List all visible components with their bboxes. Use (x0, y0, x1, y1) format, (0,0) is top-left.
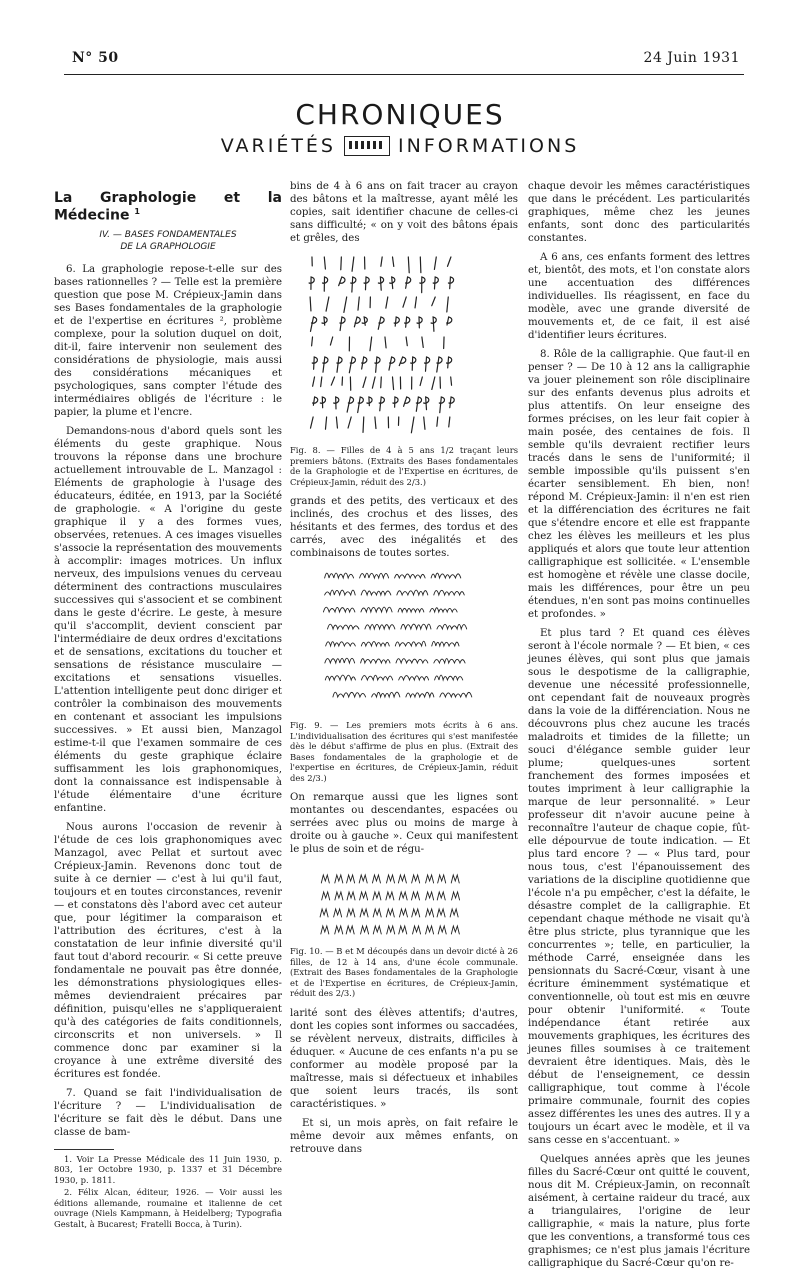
handwriting-stroke (381, 377, 382, 388)
paragraph: 7. Quand se fait l'individualisation de l'écriture ? — L'individualisation de l'écriture se fait dès le début. Dans une classe de bam- (54, 1087, 282, 1139)
handwriting-stroke (432, 297, 435, 306)
handwriting-stroke (325, 658, 471, 663)
handwriting-stroke (372, 377, 375, 388)
handwriting-stroke (417, 317, 422, 328)
handwriting-stroke (437, 892, 445, 900)
handwriting-stroke (412, 875, 420, 883)
handwriting-stroke (426, 909, 434, 917)
handwriting-stroke (363, 377, 366, 387)
handwriting-stroke (372, 875, 380, 883)
paragraph: A 6 ans, ces enfants forment des lettres et, bientôt, des mots, et l'on constate alors une accentuation des différences individuelles. Ils réagissent, en face du modèle, avec une grande diversité de mouvements et, de ce fait, il est aisé d'identifier leurs écritures. (528, 251, 750, 342)
footnote: 1. Voir La Presse Médicale des 11 Juin 1930, p. 803, 1er Octobre 1930, p. 1337 et 31 Décembre 1930, p. 1811. (54, 1154, 282, 1186)
handwriting-stroke (449, 417, 450, 427)
handwriting-stroke (323, 357, 328, 372)
handwriting-stroke (351, 277, 356, 292)
handwriting-stroke (323, 607, 463, 612)
handwriting-stroke (321, 926, 329, 934)
handwriting-stroke (321, 875, 329, 883)
handwriting-stroke (447, 297, 448, 312)
handwriting-stroke (331, 377, 334, 385)
handwriting-stroke (375, 357, 380, 372)
handwriting-stroke (325, 573, 467, 578)
handwriting-stroke (411, 357, 416, 370)
handwriting-stroke (320, 397, 325, 408)
handwriting-stroke (389, 357, 395, 370)
figure-8-caption: Fig. 8. — Filles de 4 à 5 ans 1/2 traçant leurs premiers bâtons. (Extraits des Bases fondamentales de la Graphologie et de l'Expertise en écritures, de Crépieux-Jamin, réduit des 2/3.) (290, 445, 518, 487)
handwriting-stroke (386, 297, 388, 308)
handwriting-stroke (386, 909, 394, 917)
paragraph: On remarque aussi que les lignes sont montantes ou descendantes, espacées ou serrées avec plus ou moins de marge à droite ou à gauche ». Ceux qui manifestent le plus de soin et de régu- (290, 791, 518, 856)
handwriting-stroke (367, 397, 372, 406)
handwriting-stroke (326, 641, 465, 646)
handwriting-stroke (311, 317, 317, 331)
handwriting-stroke (347, 909, 355, 917)
paragraph: Quelques années après que les jeunes filles du Sacré-Cœur ont quitté le couvent, nous dit M. Crépieux-Jamin, on reconnaît aisément, à certaine raideur du tracé, aux a triangulaires, l'origine de leur calligraphie, « mais la nature, plus forte que les conventions, a transformé tous ces graphismes; ce n'est plus jamais l'écriture calligraphique du Sacré-Cœur qu'on re- (528, 1153, 750, 1270)
handwriting-stroke (424, 417, 425, 429)
handwriting-stroke (420, 257, 421, 273)
handwriting-stroke (309, 277, 314, 289)
column-1 (54, 180, 282, 1231)
footnote: 2. Félix Alcan, éditeur, 1926. — Voir aussi les éditions allemande, roumaine et italienne de cet ouvrage (Niels Kampmann, à Heidelberg; Typografia Gestalt, à Bucarest; Fratelli Bocca, à Turin). (54, 1187, 282, 1229)
handwriting-stroke (310, 297, 311, 311)
handwriting-stroke (349, 357, 355, 373)
masthead-varietes: VARIÉTÉS (221, 135, 336, 157)
handwriting-stroke (362, 357, 367, 369)
paragraph: Et plus tard ? Et quand ces élèves seront à l'école normale ? — Et bien, « ces jeunes élèves, qui sont plus que jamais sous le despotisme de la calligraphie, devenue une nécessité professionnelle, ont cependant fait de nouveaux progrès dans la voie de la différenciation. Nous ne découvrons plus chez aucune les tracés maladroits et timides de la fillette; un souci d'élégance semble guider leur plume; quelques-unes sortent franchement des formes imposées et toutes impriment à leur calligraphie la marque de leur personnalité. » Leur professeur dit n'avoir aucune peine à reconnaître l'auteur de chaque copie, fût-elle dépourvue de toute indication. — Et plus tard encore ? — « Plus tard, pour nous tous, c'est l'épanouissement des variations de la discipline quotidienne que l'école n'a pu empêcher, c'est la défaite, le désastre complet de la calligraphie. Et cependant chaque méthode ne visait qu'à être plus stricte, plus tyrannique que les concurrentes »; telle, en particulier, la méthode Carré, enseignée dans les pensionnats du Sacré-Cœur, visant à une écriture éminemment systématique et conventionnelle, où tout est mis en œuvre pour obtenir l'uniformité. « Toute indépendance étant retirée aux mouvements graphiques, les écritures des jeunes filles soumises à ce traitement devraient être identiques. Mais, dès le début de l'enseignement, ce dessin calligraphique, tout comme à l'école primaire communale, fournit des copies assez différentes les unes des autres. Il y a toujours un écart avec le modèle, et il va sans cesse en s'accentuant. » (528, 627, 750, 1147)
masthead (0, 98, 800, 157)
figure-10-image (290, 862, 518, 942)
masthead-subtitle (0, 135, 800, 157)
figure-9-image (290, 566, 518, 716)
handwriting-stroke (437, 909, 445, 917)
handwriting-stroke (346, 926, 354, 934)
footnote-rule (54, 1149, 114, 1150)
handwriting-stroke (451, 926, 459, 934)
handwriting-stroke (335, 892, 343, 900)
handwriting-stroke (420, 277, 425, 293)
handwriting-stroke (431, 317, 436, 331)
handwriting-stroke (347, 875, 355, 883)
handwriting-stroke (399, 909, 407, 917)
handwriting-stroke (323, 277, 328, 291)
handwriting-stroke (399, 926, 407, 934)
header-rule (64, 74, 744, 75)
handwriting-stroke (324, 257, 325, 269)
handwriting-stroke (312, 337, 313, 346)
handwriting-stroke (325, 675, 468, 680)
handwriting-stroke (340, 317, 345, 331)
handwriting-stroke (325, 417, 326, 429)
paragraph: chaque devoir les mêmes caractéristiques que dans le précédent. Les particularités graphiques, même chez les jeunes enfants, sont donc des particularités constantes. (528, 180, 750, 245)
handwriting-stroke (438, 875, 446, 883)
handwriting-stroke (326, 297, 329, 311)
handwriting-stroke (415, 297, 416, 308)
handwriting-stroke (363, 417, 364, 432)
handwriting-stroke (354, 317, 360, 327)
handwriting-stroke (313, 377, 315, 386)
handwriting-stroke (452, 892, 460, 900)
figure-9-caption: Fig. 9. — Les premiers mots écrits à 6 ans. L'individualisation des écritures qui s'est manifestée dès le début s'affirme de plus en plus. (Extrait des Bases fondamentales de la graphologie et de l'expertise en écritures, de Crépieux-Jamin, réduit des 2/3.) (290, 720, 518, 783)
handwriting-stroke (373, 909, 381, 917)
handwriting-stroke (352, 257, 354, 271)
handwriting-stroke (406, 277, 411, 288)
handwriting-stroke (373, 892, 381, 900)
paragraph: grands et des petits, des verticaux et des inclinés, des crochus et des lisses, des hésitants et des fermes, des tordus et des carrés, avec des inégalités et des combinaisons de toutes sortes. (290, 495, 518, 560)
handwriting-stroke (359, 875, 367, 883)
handwriting-stroke (450, 909, 458, 917)
column-2 (290, 180, 518, 1162)
handwriting-stroke (312, 357, 317, 369)
handwriting-stroke (321, 377, 322, 387)
paragraph: larité sont des élèves attentifs; d'autres, dont les copies sont informes ou saccadées, se révèlent nerveux, distraits, difficiles à éduquer. « Aucune de ces enfants n'a pu se conformer au modèle proposé par la maîtresse, mais si défectueux et inhabiles que soient leurs tracés, ils sont caractéristiques. » (290, 1007, 518, 1111)
handwriting-stroke (412, 892, 420, 900)
handwriting-stroke (399, 892, 407, 900)
masthead-logo (344, 136, 390, 156)
handwriting-stroke (416, 397, 421, 411)
handwriting-stroke (437, 357, 442, 372)
handwriting-stroke (361, 926, 369, 934)
handwriting-stroke (393, 397, 398, 407)
handwriting-stroke (322, 317, 327, 325)
handwriting-stroke (449, 397, 454, 408)
handwriting-stroke (347, 397, 353, 412)
handwriting-stroke (325, 590, 471, 595)
handwriting-stroke (432, 377, 435, 389)
handwriting-stroke (434, 257, 436, 269)
column-3 (528, 180, 750, 1276)
paragraph: Et si, un mois après, on fait refaire le même devoir aux mêmes enfants, on retrouve dans (290, 1117, 518, 1156)
handwriting-stroke (364, 277, 369, 290)
handwriting-stroke (339, 277, 345, 286)
handwriting-stroke (358, 297, 359, 310)
handwriting-stroke (425, 357, 430, 371)
handwriting-stroke (411, 417, 414, 433)
handwriting-stroke (393, 257, 394, 266)
article-title: La Graphologie et la Médecine $^1$ (54, 192, 282, 223)
handwriting-stroke (426, 926, 434, 934)
masthead-title: CHRONIQUES (0, 98, 800, 131)
handwriting-stroke (426, 875, 434, 883)
handwriting-stroke (420, 377, 422, 385)
handwriting-stroke (398, 875, 406, 883)
paragraph: 8. Rôle de la calligraphie. Que faut-il en penser ? — De 10 à 12 ans la calligraphie va jouer pleinement son rôle disciplinaire sur des enfants devenus plus adroits et plus attentifs. On leur enseigne des formes précises, on les leur fait copier à main posée, des centaines de fois. Il semble qu'ils devraient rectifier leurs tracés dans le sens de l'uniformité; il semble impossible qu'ils puissent s'en écarter sensiblement. Eh bien, non! répond M. Crépieux-Jamin: il n'en est rien et la différenciation des écritures ne fait que s'étendre encore et elle est frappante chez les élèves les meilleurs et les plus appliqués et alors que toute leur attention calligraphique est sollicitée. « L'ensemble est homogène et révèle une classe docile, mais les différences, pour être un peu étendues, n'en sont pas moins continuelles et profondes. » (528, 348, 750, 621)
handwriting-stroke (335, 875, 343, 883)
handwriting-stroke (438, 926, 446, 934)
handwriting-stroke (422, 337, 423, 347)
handwriting-stroke (447, 257, 450, 266)
handwriting-stroke (387, 875, 395, 883)
handwriting-stroke (405, 317, 410, 327)
handwriting-stroke (375, 417, 376, 429)
issue-number: N° 50 (72, 50, 119, 66)
handwriting-stroke (447, 357, 452, 368)
handwriting-stroke (337, 357, 342, 372)
handwriting-stroke (370, 337, 372, 351)
handwriting-stroke (385, 337, 386, 348)
handwriting-stroke (347, 892, 355, 900)
handwriting-stroke (344, 297, 347, 312)
handwriting-stroke (413, 926, 421, 934)
handwriting-stroke (403, 297, 406, 307)
handwriting-stroke (348, 417, 351, 428)
handwriting-stroke (334, 909, 342, 917)
handwriting-stroke (393, 377, 394, 390)
handwriting-stroke (341, 257, 342, 270)
handwriting-stroke (448, 277, 453, 289)
paragraph: Demandons-nous d'abord quels sont les éléments du geste graphique. Nous trouvons la réponse dans une brochure actuellement introuvable de L. Manzagol : Eléments de graphologie à l'usage des éducateurs, éditée, en 1913, par la Société de graphologie. « A l'origine du geste graphique il y a des formes vues, observées, retenues. A ces images visuelles s'associe la représentation des mouvements à accomplir: images motrices. Un influx nerveux, des impulsions venues du cerveau déterminent des contractions musculaires successives qui s'associent et se combinent dans le geste d'écrire. Le geste, à mesure qu'il s'accomplit, devient conscient par l'intermédiaire de deux ordres d'excitations et de sensations, excitations du toucher et sensations de résistance musculaire — excitations et sensations visuelles. L'attention intelligente peut donc diriger et contrôler la combinaison des mouvements en contenant et associant les impulsions successives. » Et aussi bien, Manzagol estime-t-il que l'examen sommaire de ces éléments du geste graphique éclaire suffisamment les lois graphonomiques, dont la connaissance est indispensable à l'étude élémentaire d'une écriture enfantine. (54, 425, 282, 815)
handwriting-stroke (412, 909, 420, 917)
handwriting-stroke (360, 909, 368, 917)
paragraph: Nous aurons l'occasion de revenir à l'étude de ces lois graphonomiques avec Manzagol, avec Pellat et surtout avec Crépieux-Jamin. Revenons donc tout de suite à ce dernier — c'est à lui qu'il faut, toujours et en toutes circonstances, revenir — et constatons dès l'abord avec cet auteur que, pour légitimer la comparaison et l'attribution des écritures, c'est à la constatation de leur infinie diversité qu'il faut tout d'abord recourir. « Si cette preuve fondamentale ne pouvait pas être donnée, les démonstrations physiologiques elles-mêmes deviendraient précaires par définition, puisqu'elles ne s'appliqueraient qu'à des catégories de faits conditionnels, circonscrits et non universels. » Il commence donc par examiner si la croyance à une extrême diversité des écritures est fondée. (54, 821, 282, 1081)
handwriting-stroke (378, 317, 384, 329)
handwriting-stroke (379, 397, 384, 411)
handwriting-stroke (362, 317, 367, 325)
handwriting-stroke (334, 397, 339, 409)
handwriting-stroke (437, 417, 438, 426)
handwriting-stroke (399, 357, 406, 366)
handwriting-stroke (328, 624, 473, 629)
handwriting-stroke (406, 337, 407, 346)
handwriting-stroke (408, 257, 409, 273)
masthead-informations: INFORMATIONS (398, 135, 579, 157)
handwriting-stroke (378, 277, 383, 290)
handwriting-stroke (386, 892, 394, 900)
handwriting-stroke (394, 317, 399, 326)
handwriting-stroke (330, 337, 332, 345)
handwriting-stroke (404, 397, 410, 406)
handwriting-stroke (313, 397, 318, 405)
handwriting-stroke (433, 277, 438, 289)
handwriting-stroke (447, 317, 452, 325)
handwriting-stroke (310, 417, 313, 428)
paragraph: 6. La graphologie repose-t-elle sur des bases rationnelles ? — Telle est la première question que pose M. Crépieux-Jamin dans ses Bases fondamentales de la graphologie et de l'expertise en écritures ², problème complexe, pour la solution duquel on doit, dit-il, faire intervenir non seulement des considérations de physiologie, mais aussi des considérations mécaniques et psychologiques, sans compter l'étude des intermédiaires obligés de l'écriture : le papier, la plume et l'encre. (54, 263, 282, 419)
paragraph: bins de 4 à 6 ans on fait tracer au crayon des bâtons et la maîtresse, ayant mêlé les copies, sait identifier chacune de celles-ci sans difficulté; « on y voit des bâtons épais et grêles, des (290, 180, 518, 245)
handwriting-stroke (424, 397, 429, 410)
handwriting-stroke (322, 892, 330, 900)
handwriting-stroke (426, 892, 434, 900)
handwriting-stroke (360, 892, 368, 900)
handwriting-stroke (451, 875, 459, 883)
figure-8-image (290, 251, 518, 441)
handwriting-stroke (390, 277, 395, 289)
handwriting-stroke (439, 397, 444, 413)
handwriting-stroke (333, 692, 478, 697)
handwriting-stroke (373, 926, 381, 934)
handwriting-stroke (358, 397, 364, 413)
handwriting-stroke (381, 257, 382, 266)
handwriting-stroke (335, 926, 343, 934)
handwriting-stroke (320, 909, 328, 917)
handwriting-stroke (451, 377, 452, 385)
handwriting-stroke (336, 417, 337, 428)
article-section: IV. — BASES FONDAMENTALES DE LA GRAPHOLOGIE (54, 229, 282, 253)
figure-10-caption: Fig. 10. — B et M découpés dans un devoir dicté à 26 filles, de 12 à 14 ans, d'une école communale. (Extrait des Bases fondamentales de la Graphologie et de l'Expertise en écritures, de Crépieux-Jamin, réduit des 2/3.) (290, 946, 518, 999)
issue-date: 24 Juin 1931 (644, 50, 740, 66)
handwriting-stroke (387, 926, 395, 934)
